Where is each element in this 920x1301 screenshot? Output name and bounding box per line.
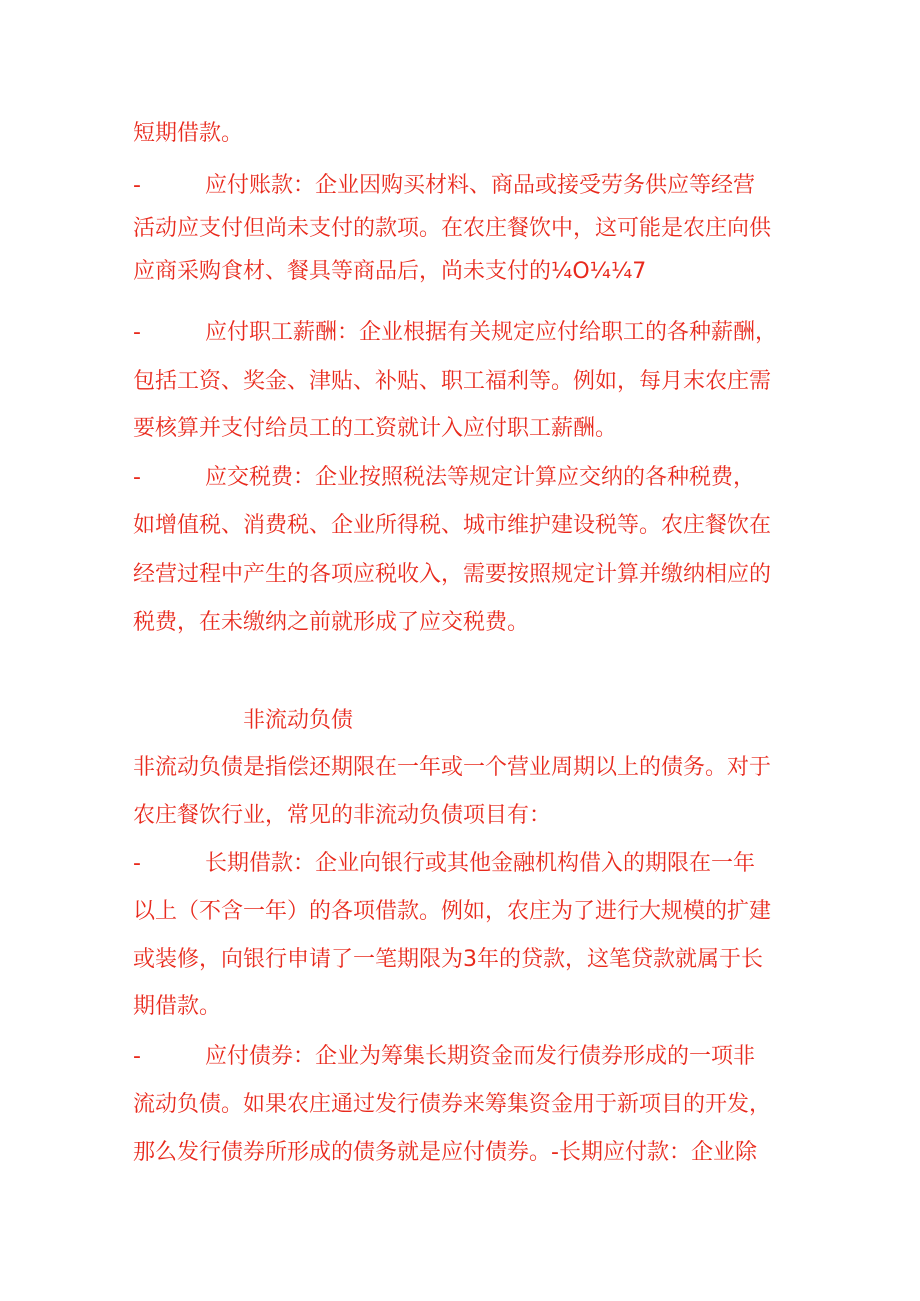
text-line: 非流动负债是指偿还期限在一年或一个营业周期以上的债务。对于	[133, 755, 772, 780]
bullet-item-accounts-payable	[133, 171, 755, 201]
text-line: 应商采购食材、餐具等商品后，尚未支付的¼O¼¼7	[133, 259, 647, 284]
bullet-dash: -	[133, 465, 141, 490]
bullet-dash: -	[133, 1044, 141, 1069]
bullet-text: 应付债券：企业为筹集长期资金而发行债券形成的一项非	[205, 1044, 756, 1069]
bullet-text: 应付职工薪酬：企业根据有关规定应付给职工的各种薪酬，	[205, 320, 778, 345]
bullet-dash: -	[133, 320, 141, 345]
text-line: 税费，在未缴纳之前就形成了应交税费。	[133, 610, 530, 635]
text-line: 流动负债。如果农庄通过发行债券来筹集资金用于新项目的开发，	[133, 1092, 772, 1117]
text-line: 包括工资、奖金、津贴、补贴、职工福利等。例如，每月末农庄需	[133, 369, 772, 394]
bullet-text: 应付账款：企业因购买材料、商品或接受劳务供应等经营	[205, 173, 756, 198]
text-line: 经营过程中产生的各项应税收入，需要按照规定计算并缴纳相应的	[133, 562, 772, 587]
text-line: 如增值税、消费税、企业所得税、城市维护建设税等。农庄餐饮在	[133, 513, 772, 538]
bullet-item-taxes-payable	[133, 463, 755, 493]
bullet-item-bonds-payable	[133, 1042, 755, 1072]
section-heading: 非流动负债	[243, 708, 354, 733]
bullet-dash: -	[133, 851, 141, 876]
bullet-text: 应交税费：企业按照税法等规定计算应交纳的各种税费，	[205, 465, 756, 490]
text-line: 农庄餐饮行业，常见的非流动负债项目有：	[133, 803, 552, 828]
text-line: 短期借款。	[133, 121, 244, 146]
text-line: 活动应支付但尚未支付的款项。在农庄餐饮中，这可能是农庄向供	[133, 216, 772, 241]
bullet-item-employee-pay	[133, 318, 777, 348]
bullet-dash: -	[133, 173, 141, 198]
text-line: 以上（不含一年）的各项借款。例如，农庄为了进行大规模的扩建	[133, 899, 772, 924]
text-line: 或装修，向银行申请了一笔期限为3年的贷款，这笔贷款就属于长	[133, 947, 763, 972]
bullet-text: 长期借款：企业向银行或其他金融机构借入的期限在一年	[205, 851, 756, 876]
text-line: 要核算并支付给员工的工资就计入应付职工薪酬。	[133, 416, 618, 441]
text-line: 那么发行债券所形成的债务就是应付债券。-长期应付款：企业除	[133, 1140, 757, 1165]
bullet-item-long-term-loans	[133, 849, 755, 879]
text-line: 期借款。	[133, 994, 222, 1019]
